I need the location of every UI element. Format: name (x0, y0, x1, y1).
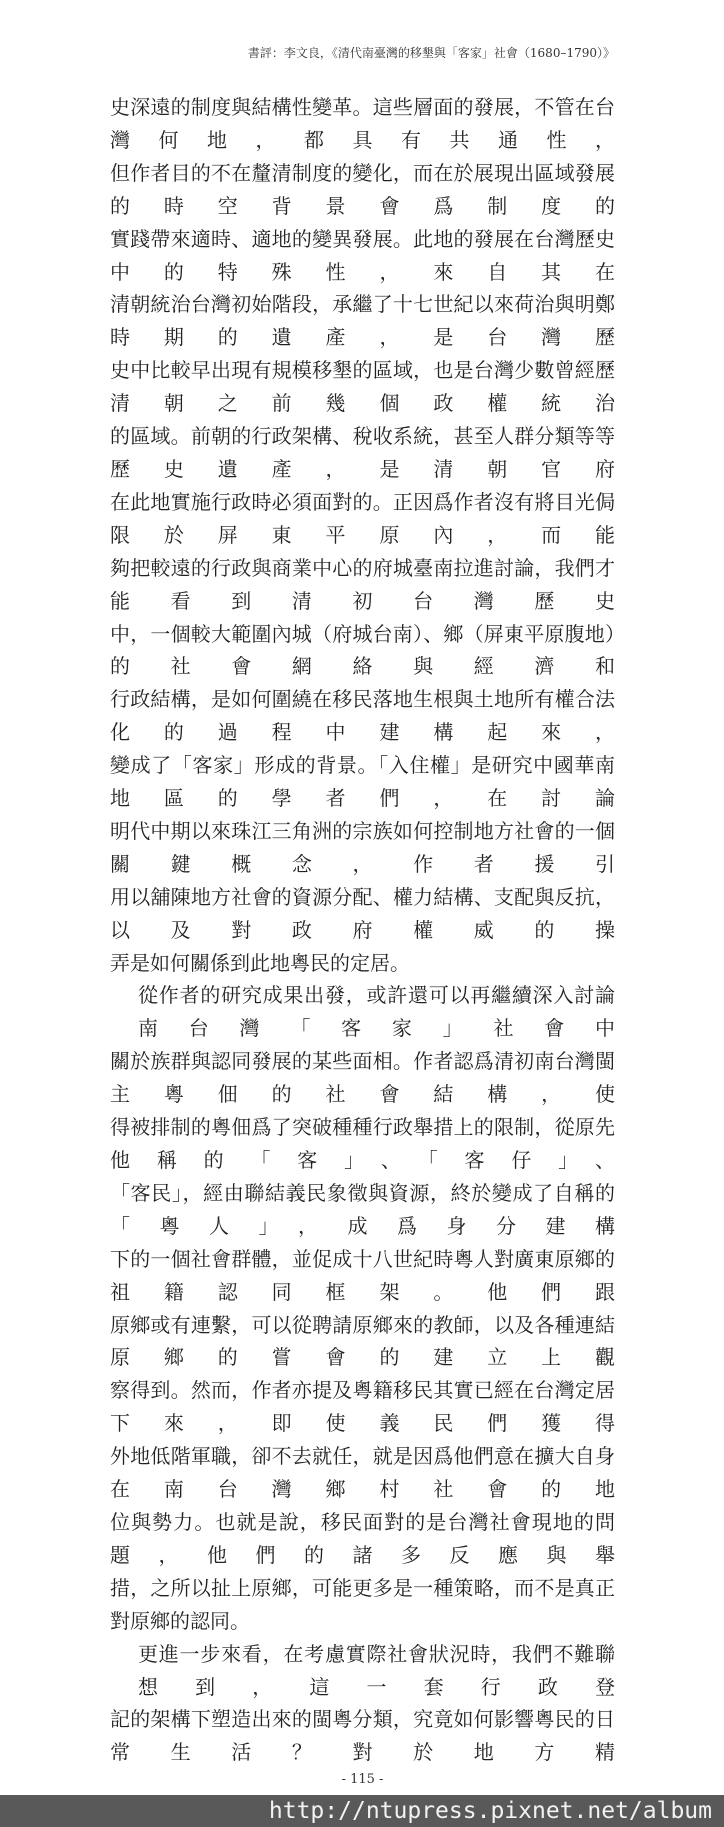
text-line: 位與勢力。也就是說，移民面對的是台灣社會現地的問題，他們的諸多反應與舉 (110, 1509, 615, 1567)
watermark-band (0, 1795, 724, 1827)
text-line: 察得到。然而，作者亦提及粵籍移民其實已經在台灣定居下來，即使義民們獲得 (110, 1378, 615, 1436)
text-line: 行政結構，是如何圍繞在移民落地生根與土地所有權合法化的過程中建構起來， (110, 687, 615, 745)
text-line: 弄是如何關係到此地粵民的定居。 (110, 950, 410, 975)
text-line: 在此地實施行政時必須面對的。正因爲作者沒有將目光侷限於屏東平原內，而能 (110, 489, 615, 547)
text-line: 外地低階軍職，卻不去就任，就是因爲他們意在擴大自身在南台灣鄉村社會的地 (110, 1444, 615, 1502)
text-line: 從作者的研究成果出發，或許還可以再繼續深入討論南台灣「客家」社會中 (138, 983, 615, 1041)
text-line: 得被排制的粵佃爲了突破種種行政舉措上的限制，從原先他稱的「客」、「客仔」、 (110, 1115, 615, 1172)
body-text (110, 91, 615, 1769)
text-line: 史中比較早出現有規模移墾的區域，也是台灣少數曾經歷清朝之前幾個政權統治 (110, 358, 615, 416)
text-line: 中，一個較大範圍內城（府城台南）、鄉（屏東平原腹地）的社會網絡與經濟和 (110, 621, 615, 679)
text-line: 明代中期以來珠江三角洲的宗族如何控制地方社會的一個關鍵概念，作者援引 (110, 818, 615, 876)
text-line: 史深遠的制度與結構性變革。這些層面的發展，不管在台灣何地，都具有共通性， (110, 95, 615, 152)
text-line: 更進一步來看，在考慮實際社會狀況時，我們不難聯想到，這一套行政登 (138, 1641, 615, 1699)
text-line: 用以舖陳地方社會的資源分配、權力結構、支配與反抗，以及對政府權威的操 (110, 884, 615, 942)
running-header: 書評：李文良，《清代南臺灣的移墾與「客家」社會（1680–1790）》 (247, 46, 615, 60)
text-line: 下的一個社會群體，並促成十八世紀時粵人對廣東原鄉的祖籍認同框架。他們跟 (110, 1246, 615, 1304)
text-line: 變成了「客家」形成的背景。「入住權」是研究中國華南地區的學者們，在討論 (110, 753, 615, 811)
text-line: 「客民」，經由聯結義民象徵與資源，終於變成了自稱的「粵人」，成爲身分建構 (110, 1180, 615, 1238)
text-line: 措，之所以扯上原鄉，可能更多是一種策略，而不是真正對原鄉的認同。 (110, 1575, 615, 1633)
text-line: 但作者目的不在釐清制度的變化，而在於展現出區域發展的時空背景會爲制度的 (110, 160, 615, 218)
text-line: 關於族群與認同發展的某些面相。作者認爲清初南台灣閩主粵佃的社會結構，使 (110, 1049, 615, 1107)
text-line: 實踐帶來適時、適地的變異發展。此地的發展在台灣歷史中的特殊性，來自其在 (110, 226, 615, 284)
text-line: 清朝統治台灣初始階段，承繼了十七世紀以來荷治與明鄭時期的遺產，是台灣歷 (110, 292, 615, 350)
paragraph (110, 91, 615, 979)
text-line: 記的架構下塑造出來的閩粵分類，究竟如何影響粵民的日常生活？對於地方精 (110, 1707, 615, 1765)
page-number: - 115 - (341, 1772, 384, 1788)
text-line: 夠把較遠的行政與商業中心的府城臺南拉進討論，我們才能看到清初台灣歷史 (110, 555, 615, 613)
text-line: 原鄉或有連繫，可以從聘請原鄉來的教師，以及各種連結原鄉的嘗會的建立上觀 (110, 1312, 615, 1370)
text-line: 的區域。前朝的行政架構、稅收系統，甚至人群分類等等歷史遺產，是清朝官府 (110, 424, 615, 481)
paragraph (110, 1638, 615, 1770)
watermark-url[interactable]: http://ntupress.pixnet.net/album (268, 1798, 712, 1824)
paragraph (110, 979, 615, 1637)
